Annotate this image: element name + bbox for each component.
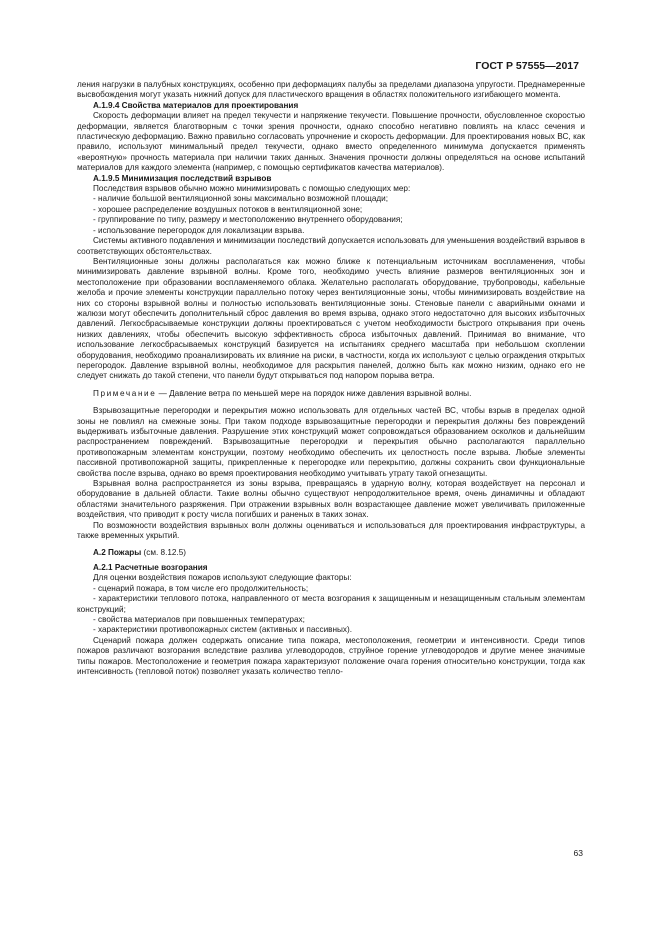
list-item: - использование перегородок для локализации взрыва. (93, 225, 305, 235)
paragraph: Скорость деформации влияет на предел текучести и напряжение текучести. Повышение прочности, обусловленное скоростью деформации, является благотворным с точки зрения прочности, однако способно негативно повлиять на класс сечения и пластическую деформацию. Важно правильно согласовать упрочнение и скорость деформации. Для проектирования новых ВС, как правило, используют минимальный предел текучести, однако вместо определенного минимума допускается применять «вероятную» прочность материала при наличии таких данных. Значения прочности должны определяться на основе испытаний материалов для каждого элемента (например, с помощью сертификатов качества материалов). (77, 111, 585, 173)
note-text: — Давление ветра по меньшей мере на порядок ниже давления взрывной волны. (158, 388, 472, 398)
paragraph: Для оценки воздействия пожаров используют следующие факторы: (93, 573, 352, 583)
section-heading: А.1.9.4 Свойства материалов для проектирования (93, 100, 299, 110)
page-number: 63 (573, 848, 583, 858)
section-heading: А.1.9.5 Минимизация последствий взрывов (93, 173, 272, 183)
paragraph: Взрывная волна распространяется из зоны взрыва, превращаясь в ударную волну, которая воздействует на персонал и оборудование в дальней области. Такие волны обычно существуют непродолжительное время, очень динамичны и обладают областями значительного разряжения. При отражении взрывных волн возрастающее давление может увеличивать приложенные воздействия, что приводит к росту числа погибших и раненых в таких зонах. (77, 479, 585, 520)
note-label: Примечание (93, 388, 157, 398)
paragraph: Сценарий пожара должен содержать описание типа пожара, местоположения, геометрии и интенсивности. Среди типов пожаров различают возгорания вследствие разлива углеводородов, струйное горение углеводородов и другие менее значимые типы пожаров. Местоположение и геометрия пожара характеризуют положение очага горения относительно конструкции, тогда как интенсивность (тепловой поток) позволяет указать количество тепло- (77, 635, 585, 676)
list-item: - хорошее распределение воздушных потоков в вентиляционной зоне; (93, 204, 363, 214)
list-item: - характеристики теплового потока, направленного от места возгорания к защищенным и незащищенным стальным элементам конструкций; (77, 594, 585, 614)
section-reference: (см. 8.12.5) (143, 548, 187, 558)
paragraph: По возможности воздействия взрывных волн должны оцениваться и использоваться для проектирования инфраструктуры, а также временных укрытий. (77, 520, 585, 541)
list-item: - группирование по типу, размеру и местоположению внутреннего оборудования; (93, 215, 403, 225)
paragraph: Системы активного подавления и минимизации последствий допускается использовать для уменьшения воздействий взрывов в соответствующих обстоятельствах. (77, 236, 585, 256)
list-item: - свойства материалов при повышенных температурах; (93, 614, 305, 624)
list-item: - характеристики противопожарных систем (активных и пассивных). (93, 625, 352, 635)
note (77, 389, 585, 399)
section-heading-title: А.2 Пожары (93, 548, 142, 558)
paragraph: ления нагрузки в палубных конструкциях, особенно при деформациях палубы за пределами диапазона упругости. Преднамеренные высвобождения могут указать нижний допуск для пластического вращения в областях положительного изгибающего момента. (77, 80, 585, 100)
paragraph: Взрывозащитные перегородки и перекрытия можно использовать для отдельных частей ВС, чтобы взрыв в пределах одной зоны не повлиял на смежные зоны. При таком подходе взрывозащитные перегородки и перекрытия должны без повреждений выдерживать избыточные давления. Разрушение этих конструкций может сопровождаться образованием осколков и дальнейшим распространением повреждений. Взрывозащитные перегородки и перекрытия обычно располагаются параллельно противопожарным элементам конструкции, поэтому необходимо обеспечить их целостность после взрыва. Любые элементы пассивной противопожарной защиты, прикрепленные к перегородке или перекрытию, должны сохранить свои функциональные свойства после взрыва, однако во время проектирования необходимо учитывать утрату такой огнезащиты. (77, 406, 585, 478)
paragraph: Последствия взрывов обычно можно минимизировать с помощью следующих мер: (93, 184, 411, 194)
document-body (77, 80, 585, 677)
document-header: ГОСТ Р 57555—2017 (475, 60, 579, 72)
list-item: - наличие большой вентиляционной зоны максимально возможной площади; (93, 194, 389, 204)
section-heading (77, 548, 585, 558)
list-item: - сценарий пожара, в том числе его продолжительность; (93, 583, 309, 593)
paragraph: Вентиляционные зоны должны располагаться как можно ближе к потенциальным источникам воспламенения, чтобы минимизировать давление взрывной волны. Кроме того, необходимо учесть влияние размеров вентиляционных зон и местоположение при образовании воспламеняемого облака. Желательно располагать оборудование, трубопроводы, кабельные желоба и прочие элементы конструкции параллельно потоку через вентиляционные зоны, чтобы минимизировать воздействие на них со стороны взрывной волны и полностью использовать вентиляционные зоны. Стеновые панели с аварийными окнами и жалюзи могут обеспечить дополнительный сброс давления во время взрыва, однако этого недостаточно для высоких избыточных давлений. Легкосбрасываемые конструкции должны проектироваться с учетом необходимости быстрого открывания при очень низких давлениях, чтобы обеспечить высокую эффективность сброса избыточных давлений. Принимая во внимание, что использование легкосбрасываемых конструкций базируется на испытаниях среднего масштаба при небольшом скоплении оборудования, необходимо проанализировать их влияние на риски, в частности, когда их используют с целью ограждения открытых перегородок. Давление взрывной волны, необходимое для раскрытия панелей, должно быть как можно низким, однако его не следует снижать до такой степени, что панели будут открываться под напором порыва ветра. (77, 256, 585, 381)
section-heading: А.2.1 Расчетные возгорания (93, 562, 208, 572)
